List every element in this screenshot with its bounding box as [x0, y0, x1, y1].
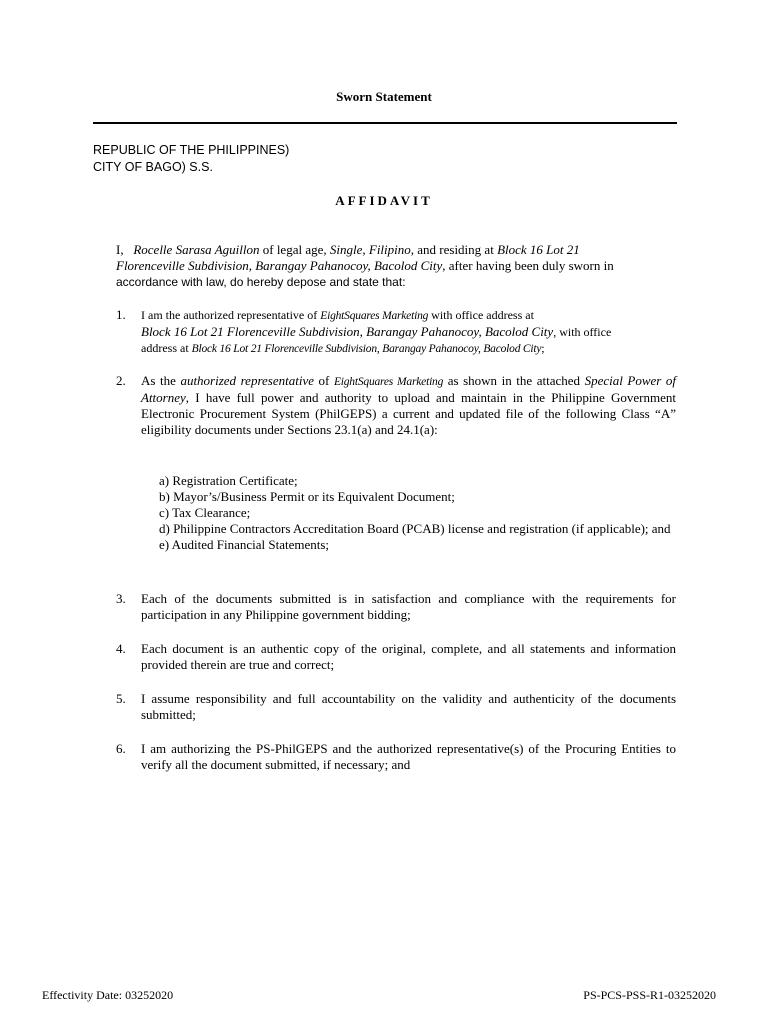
title-divider	[93, 122, 677, 124]
intro-text-5: accordance with law, do hereby depose and state that:	[116, 275, 406, 289]
item-text: , I have full power and authority to upload and maintain in the Philippine Government Electronic Procurement System (PhilGEPS) a current and updated file of the following Class “A” eligibility documents under Sections 23.1(a) and 24.1(a):	[141, 390, 676, 437]
item-text: I am authorizing the PS-PhilGEPS and the authorized representative(s) of the Procuring Entities to verify all the document submitted, if necessary; and	[141, 741, 676, 772]
intro-paragraph	[116, 242, 676, 290]
company-name: EightSquares Marketing	[320, 310, 429, 322]
item-text: I am the authorized representative of	[141, 308, 321, 322]
list-item	[116, 591, 676, 623]
item-number: 5.	[116, 691, 126, 706]
eligibility-document-list	[159, 473, 677, 553]
item-text: of	[314, 373, 334, 388]
caption-country: REPUBLIC OF THE PHILIPPINES)	[93, 143, 290, 157]
special-power-of-attorney: Special Power of Attorney	[141, 373, 676, 405]
nationality: Filipino	[368, 242, 411, 257]
item-body	[141, 307, 676, 357]
intro-lead: I,	[116, 242, 124, 257]
sub-item-registration: a) Registration Certificate;	[159, 473, 298, 488]
list-item	[116, 741, 676, 773]
intro-text-4: , after having been duly sworn in	[442, 258, 614, 273]
list-item	[116, 691, 676, 723]
affidavit-heading: AFFIDAVIT	[335, 193, 433, 208]
item-body	[141, 373, 676, 438]
item-number: 6.	[116, 741, 126, 756]
company-name: EightSquares Marketing	[333, 376, 444, 388]
form-code: PS-PCS-PSS-R1-03252020	[583, 988, 716, 1002]
intro-text-1: of legal age,	[259, 242, 330, 257]
office-address-repeat: Block 16 Lot 21 Florenceville Subdivision, Barangay Pahanocoy, Bacolod City	[191, 343, 542, 355]
list-item	[116, 307, 676, 357]
item-number: 1.	[116, 307, 126, 322]
sub-item-tax-clearance: c) Tax Clearance;	[159, 505, 251, 520]
item-number: 3.	[116, 591, 126, 606]
item-text: as shown in the attached	[443, 373, 581, 388]
sub-item-permit: b) Mayor’s/Business Permit or its Equivalent Document;	[159, 489, 455, 504]
item-text: As the	[141, 373, 181, 388]
list-item	[116, 373, 676, 438]
effectivity-date: Effectivity Date: 03252020	[42, 988, 174, 1002]
item-text: , with office	[553, 325, 612, 339]
item-number: 2.	[116, 373, 126, 388]
intro-text-2: ,	[362, 242, 369, 257]
item-text: ;	[541, 341, 545, 355]
residence-address-1: Block 16 Lot 21	[497, 242, 580, 257]
item-text: address at	[141, 341, 192, 355]
civil-status: Single	[329, 242, 363, 257]
item-text: Each of the documents submitted is in satisfaction and compliance with the requirements for participation in any Philippine government bidding;	[141, 591, 676, 622]
sub-item-financial-statements: e) Audited Financial Statements;	[159, 537, 330, 552]
item-number: 4.	[116, 641, 126, 656]
residence-address-2: Florenceville Subdivision, Barangay Pahanocoy, Bacolod City	[116, 258, 443, 273]
intro-text-3: , and residing at	[410, 242, 498, 257]
sub-item-pcab: d) Philippine Contractors Accreditation Board (PCAB) license and registration (if applicable); and	[159, 521, 671, 536]
office-address: Block 16 Lot 21 Florenceville Subdivision, Barangay Pahanocoy, Bacolod City	[141, 324, 554, 339]
list-item	[116, 641, 676, 673]
item-text: Each document is an authentic copy of the original, complete, and all statements and information provided therein are true and correct;	[141, 641, 676, 672]
document-title: Sworn Statement	[336, 89, 432, 104]
item-text: with office address at	[428, 308, 534, 322]
authorized-role: authorized representative	[180, 373, 314, 388]
affiant-name: Rocelle Sarasa Aguillon	[133, 242, 260, 257]
item-text: I assume responsibility and full accountability on the validity and authenticity of the documents submitted;	[141, 691, 676, 722]
caption-city: CITY OF BAGO) S.S.	[93, 160, 213, 174]
